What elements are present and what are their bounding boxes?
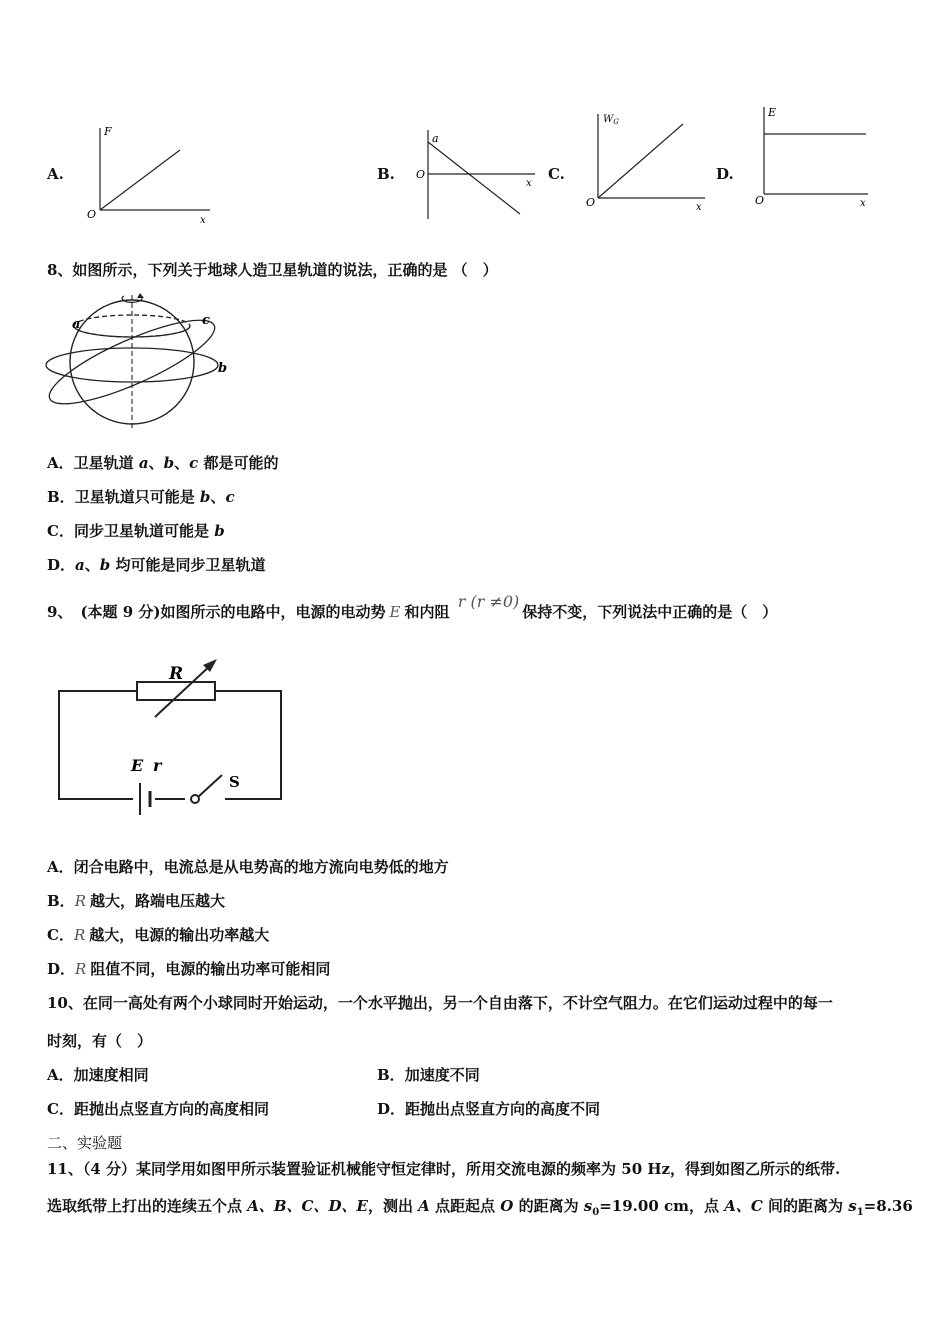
q9-r-condition: r (r ≠0): [457, 592, 520, 611]
q7-c-ylabel: $W_G$: [603, 114, 619, 126]
q8-b-v1: b: [199, 488, 211, 506]
q8-a-v1: a: [138, 454, 149, 472]
q11-points-ac: A、C: [724, 1197, 763, 1215]
q9-d-letter: D．: [47, 960, 76, 978]
q9-b-text: 越大，路端电压越大: [89, 892, 225, 910]
q9-mid: 和内阻: [404, 603, 450, 621]
q9-num: 9、: [47, 603, 73, 621]
q9-c-letter: C．: [47, 926, 74, 944]
q7-b-ylabel: a: [432, 132, 439, 145]
q8-fig-label-b: b: [218, 361, 228, 376]
q10-b-letter: B．: [377, 1066, 405, 1084]
q7-graph-a: [80, 120, 220, 225]
q8-b-letter: B．: [47, 488, 75, 506]
q7-a-xlabel: x: [200, 215, 206, 225]
q10-c-letter: C．: [47, 1100, 74, 1118]
q8-a-letter: A．: [47, 454, 74, 472]
q8-d-v1: a: [75, 556, 85, 574]
q9-option-a[interactable]: [47, 857, 449, 877]
q10-option-a[interactable]: [47, 1065, 149, 1085]
q8-option-c[interactable]: [47, 521, 225, 541]
q9-b-R: R: [74, 892, 86, 910]
q9-c-R: R: [73, 926, 86, 944]
q8-b-v2: c: [225, 488, 235, 506]
q8-c-pre: 同步卫星轨道可能是: [73, 522, 215, 540]
q8-earth-figure: [40, 290, 240, 430]
q8-fig-label-c: c: [202, 313, 210, 328]
q9-fig-r: r: [153, 756, 162, 775]
q8-d-v2: b: [99, 556, 111, 574]
q9-option-b[interactable]: [47, 891, 225, 911]
q7-option-b-letter: B.: [377, 165, 395, 183]
q9-b-letter: B．: [47, 892, 75, 910]
q9-d-text: 阻值不同，电源的输出功率可能相同: [90, 960, 331, 978]
q9-circuit-figure: [45, 655, 295, 825]
q7-graph-d: [750, 104, 880, 214]
q10-option-b[interactable]: [377, 1065, 480, 1085]
q8-d-s1: 、: [84, 556, 100, 574]
q8-b-pre: 卫星轨道只可能是: [74, 488, 200, 506]
q7-d-xlabel: x: [860, 198, 866, 209]
q11-s0: s: [583, 1197, 593, 1215]
q7-d-ylabel: E: [768, 106, 777, 119]
q7-option-a-letter: A.: [47, 165, 64, 183]
q8-c-letter: C．: [47, 522, 74, 540]
q9-option-c[interactable]: [47, 925, 269, 945]
q10-a-text: 加速度相同: [73, 1066, 149, 1084]
q8-option-b[interactable]: [47, 487, 235, 507]
q8-stem: 8、如图所示，下列关于地球人造卫星轨道的说法，正确的是 （ ）: [47, 261, 498, 279]
q10-d-text: 距抛出点竖直方向的高度不同: [405, 1100, 601, 1118]
q10-a-letter: A．: [47, 1066, 74, 1084]
section-heading: 二、实验题: [47, 1134, 123, 1152]
q9-option-d[interactable]: [47, 959, 330, 979]
q10-stem-line1: 10、在同一高处有两个小球同时开始运动，一个水平抛出，另一个自由落下，不计空气阻力。在它们运动过程中的每一: [47, 994, 833, 1012]
q11-stem-line1: 11、（4 分）某同学用如图甲所示装置验证机械能守恒定律时，所用交流电源的频率为 50 Hz，得到如图乙所示的纸带.: [47, 1160, 841, 1178]
q9-a-letter: A．: [47, 858, 74, 876]
q7-options-row: [0, 106, 950, 225]
q7-b-origin: O: [416, 168, 426, 181]
q10-b-text: 加速度不同: [404, 1066, 480, 1084]
q7-option-d-letter: D.: [716, 165, 734, 183]
q7-b-xlabel: x: [526, 178, 532, 189]
q11-point-o: O: [500, 1197, 514, 1215]
q7-d-origin: O: [755, 194, 765, 207]
q9-fig-S: S: [229, 773, 240, 791]
q7-graph-c: [580, 110, 710, 222]
q9-fig-E: E: [131, 756, 144, 775]
q8-b-s1: 、: [210, 488, 226, 506]
q11-stem-line2: 选取纸带上打出的连续五个点 A、B、C、D、E，测出 A 点距起点 O 的距离为 $s_0=19.00$ cm，点 A、C 间的距离为 $s_1=8.36$: [47, 1197, 913, 1218]
q9-fig-R: R: [169, 664, 184, 684]
q8-a-s1: 、: [148, 454, 164, 472]
q9-c-text: 越大，电源的输出功率越大: [89, 926, 270, 944]
q8-a-pre: 卫星轨道: [73, 454, 139, 472]
q9-a-text: 闭合电路中，电流总是从电势高的地方流向电势低的地方: [73, 858, 449, 876]
q8-a-post: 都是可能的: [198, 454, 279, 472]
q7-a-origin: O: [87, 208, 97, 221]
q7-a-ylabel: F: [104, 125, 112, 138]
q8-a-v2: b: [163, 454, 175, 472]
q10-option-d[interactable]: [377, 1099, 600, 1119]
q10-stem-line2: 时刻，有（ ）: [47, 1032, 153, 1050]
q11-s1: s: [848, 1197, 857, 1215]
q9-pre: (本题 9 分)如图所示的电路中，电源的电动势: [80, 603, 386, 621]
q8-d-post: 均可能是同步卫星轨道: [110, 556, 266, 574]
q7-graph-b: [410, 124, 540, 224]
q9-post: 保持不变，下列说法中正确的是（ ）: [522, 603, 778, 621]
q8-d-letter: D．: [47, 556, 76, 574]
q9-E: E: [389, 603, 401, 621]
q11-points: A、B、C、D、E: [247, 1197, 368, 1215]
q8-option-d[interactable]: [47, 555, 266, 575]
q8-a-v3: c: [189, 454, 199, 472]
q8-a-s2: 、: [174, 454, 190, 472]
q10-d-letter: D．: [377, 1100, 406, 1118]
q9-d-R: R: [75, 960, 87, 978]
q8-fig-label-a: a: [72, 317, 81, 332]
q10-c-text: 距抛出点竖直方向的高度相同: [73, 1100, 269, 1118]
q7-c-xlabel: x: [696, 202, 702, 213]
q10-option-c[interactable]: [47, 1099, 269, 1119]
q7-c-origin: O: [586, 196, 596, 209]
q11-point-a: A: [418, 1197, 430, 1215]
q8-c-v1: b: [214, 522, 225, 540]
q7-option-c-letter: C.: [548, 165, 565, 183]
q8-option-a[interactable]: [47, 453, 279, 473]
q9-stem: [47, 592, 778, 622]
